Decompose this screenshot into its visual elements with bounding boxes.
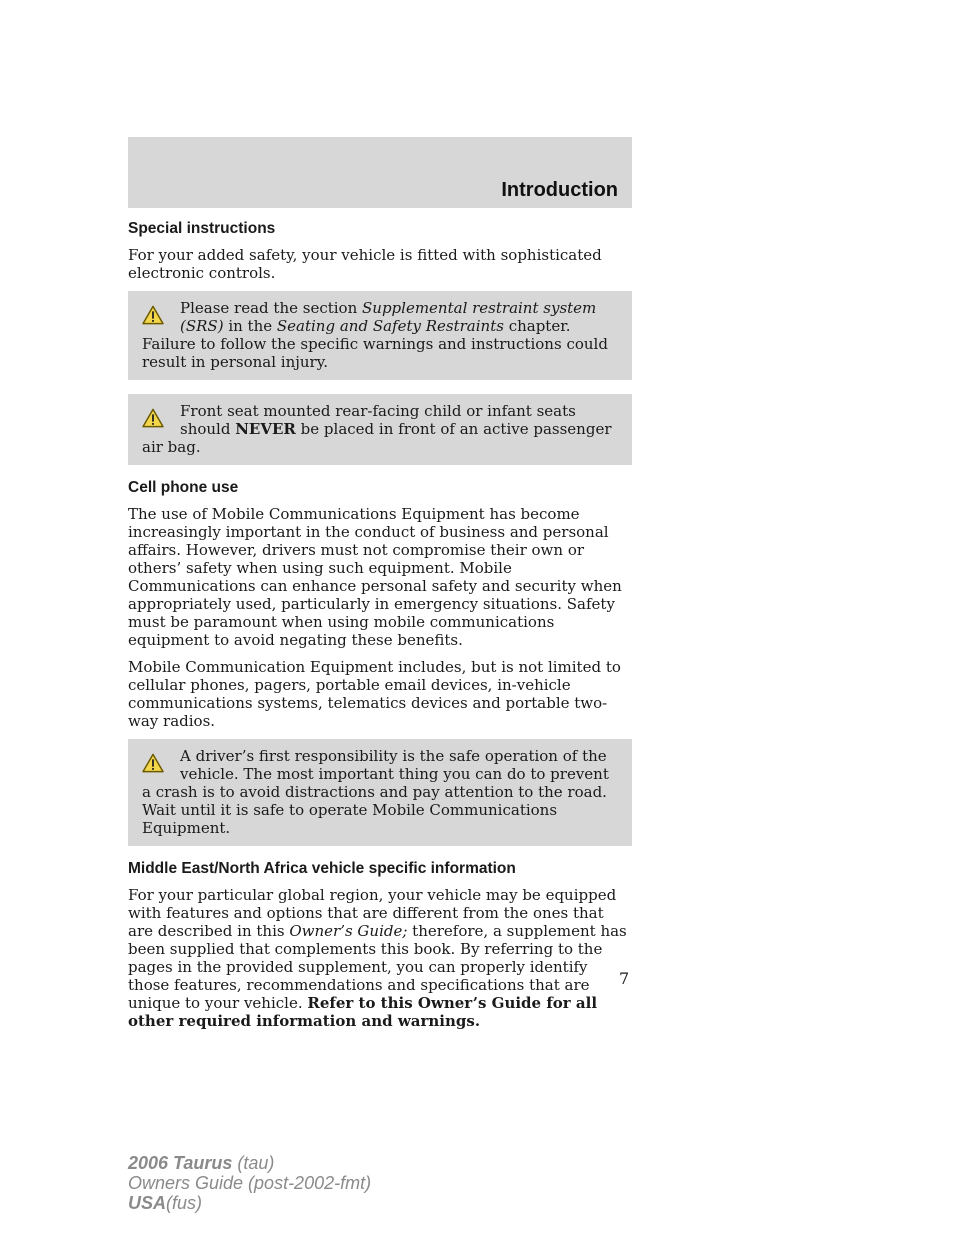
never-emphasis: NEVER: [235, 420, 296, 438]
warning-text-srs: Please read the section Supplemental restraint system (SRS) in the Seating and Safety Restraints chapter. Failure to follow the specific warnings and instructions could result in personal injury.: [142, 299, 608, 371]
cell-phone-paragraph-2: Mobile Communication Equipment includes, but is not limited to cellular phones, pagers, portable email devices, in-vehicle communications systems, telematics devices and portable two-way radios.: [128, 658, 621, 730]
seating-chapter-reference: Seating and Safety Restraints: [276, 317, 504, 335]
footer-model-line: 2006 Taurus (tau): [128, 1153, 275, 1173]
footer-market-line: USA(fus): [128, 1193, 203, 1213]
footer-guide-line: Owners Guide (post-2002-fmt): [128, 1173, 372, 1193]
document-footer: [128, 1153, 371, 1213]
warning-box-srs: [128, 291, 632, 380]
srs-section-reference: Supplemental restraint system (SRS): [180, 299, 597, 335]
section-heading-special-instructions: Special instructions: [128, 220, 276, 237]
section-heading-cell-phone-use: Cell phone use: [128, 479, 239, 496]
cell-phone-paragraph-1: The use of Mobile Communications Equipment has become increasingly important in the conduct of business and personal affairs. However, drivers must not compromise their own or others’ safety when using such equipment. Mobile Communications can enhance personal safety and security when appropriately used, particularly in emergency situations. Safety must be paramount when using mobile communications equipment to avoid negating these benefits.: [128, 505, 622, 649]
warning-triangle-icon: [142, 408, 164, 428]
middle-east-paragraph: For your particular global region, your vehicle may be equipped with features and options that are different from the ones that are described in this Owner’s Guide; therefore, a supplement has been supplied that complements this book. By referring to the pages in the provided supplement, you can properly identify those features, recommendations and specifications that are unique to your vehicle. Refer to this Owner’s Guide for all other required information and warnings.: [128, 886, 627, 1030]
page-number: 7: [619, 969, 630, 988]
warning-text-driver-responsibility: A driver’s first responsibility is the safe operation of the vehicle. The most important thing you can do to prevent a crash is to avoid distractions and pay attention to the road. Wait until it is safe to operate Mobile Communications Equipment.: [142, 747, 609, 837]
warning-box-driver-responsibility: [128, 739, 632, 846]
warning-text-child-seat: Front seat mounted rear-facing child or infant seats should NEVER be placed in front of an active passenger air bag.: [142, 402, 612, 456]
chapter-title: Introduction: [501, 179, 618, 201]
special-instructions-intro: For your added safety, your vehicle is fitted with sophisticated electronic controls.: [128, 246, 602, 282]
warning-triangle-icon: [142, 753, 164, 773]
owners-guide-reference: Owner’s Guide;: [289, 922, 408, 940]
warning-triangle-icon: [142, 305, 164, 325]
chapter-header-band: [128, 137, 632, 208]
page-content: [128, 220, 632, 1039]
refer-to-guide-emphasis: Refer to this Owner’s Guide for all other required information and warnings.: [128, 994, 598, 1030]
section-heading-middle-east: Middle East/North Africa vehicle specific information: [128, 860, 516, 877]
warning-box-child-seat: [128, 394, 632, 465]
